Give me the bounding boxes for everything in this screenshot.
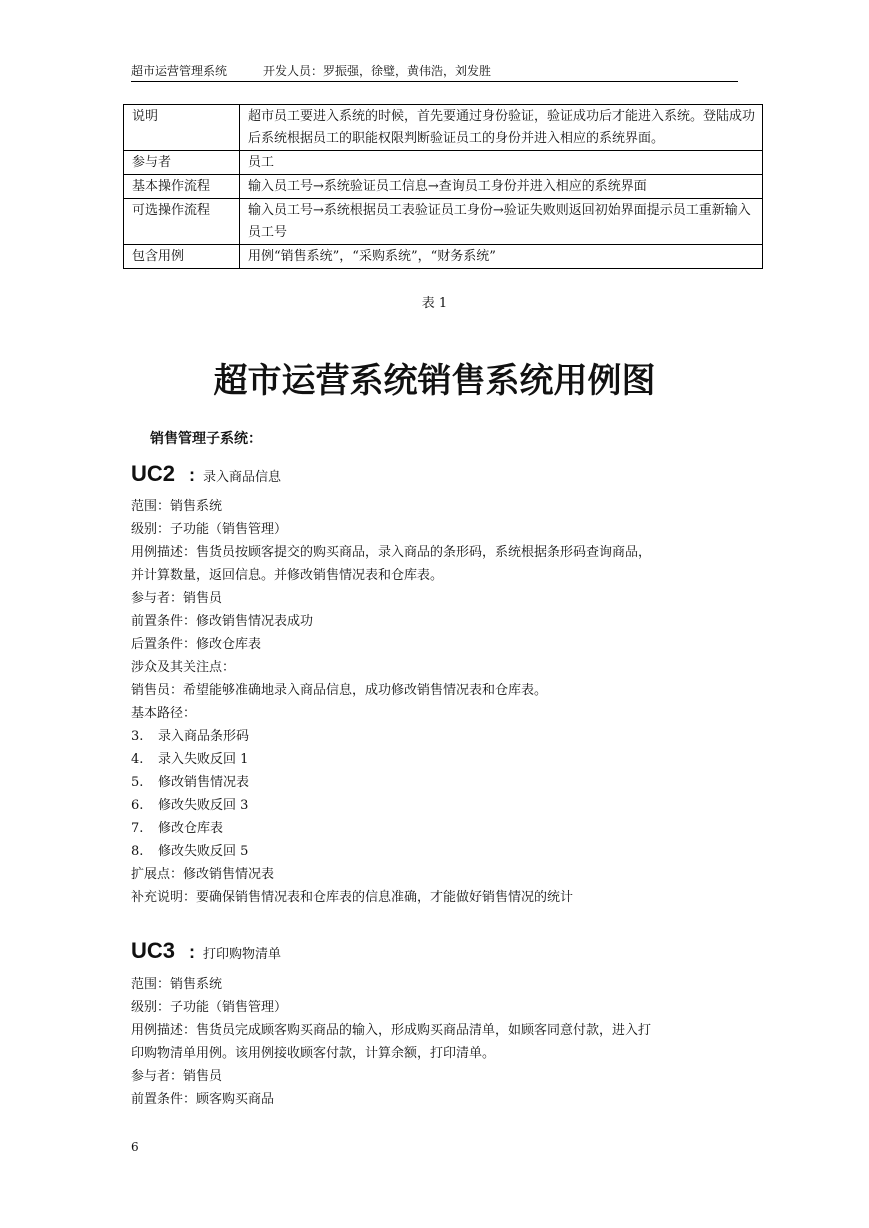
uc2-precondition: 前置条件：修改销售情况表成功 [131, 614, 314, 629]
uc2-postcondition: 后置条件：修改仓库表 [131, 637, 262, 652]
uc3-name: 打印购物清单 [203, 947, 282, 962]
table-key: 基本操作流程 [124, 175, 240, 199]
table-row [124, 105, 763, 151]
header-system-name: 超市运营管理系统 [131, 64, 228, 78]
table-row [124, 245, 763, 269]
uc2-actor: 参与者：销售员 [131, 591, 223, 606]
uc3-heading [131, 936, 281, 966]
list-item [131, 771, 751, 794]
table-value: 超市员工要进入系统的时候，首先要通过身份验证，验证成功后才能进入系统。登陆成功后系统根据员工的职能权限判断验证员工的身份并进入相应的系统界面。 [240, 105, 763, 151]
table-value: 用例“销售系统”，“采购系统”，“财务系统” [240, 245, 763, 269]
step-number: 8. [131, 844, 144, 859]
page-header [131, 61, 738, 82]
uc2-level: 级别：子功能（销售管理） [131, 522, 288, 537]
uc3-code: UC3 [131, 938, 176, 963]
list-item [131, 840, 751, 863]
uc3-precondition: 前置条件：顾客购买商品 [131, 1092, 275, 1107]
header-developers: 开发人员：罗振强，徐璧，黄伟浩，刘发胜 [263, 64, 492, 78]
page-number: 6 [131, 1140, 139, 1154]
step-text: 修改销售情况表 [158, 775, 250, 790]
uc2-extension: 扩展点：修改销售情况表 [131, 867, 275, 882]
use-case-table [123, 104, 763, 269]
list-item [131, 794, 751, 817]
step-number: 5. [131, 775, 144, 790]
subsystem-title: 销售管理子系统： [150, 431, 262, 447]
uc3-scope: 范围：销售系统 [131, 977, 223, 992]
uc2-code: UC2 [131, 461, 176, 486]
table-value: 员工 [240, 151, 763, 175]
table-value: 输入员工号→系统验证员工信息→查询员工身份并进入相应的系统界面 [240, 175, 763, 199]
table-row [124, 151, 763, 175]
list-item [131, 748, 751, 771]
table-key: 参与者 [124, 151, 240, 175]
table-row [124, 175, 763, 199]
uc3-level: 级别：子功能（销售管理） [131, 1000, 288, 1015]
uc2-basic-path-label: 基本路径： [131, 706, 197, 721]
step-text: 修改失败反回 5 [158, 844, 249, 859]
list-item [131, 817, 751, 840]
table-key: 可选操作流程 [124, 199, 240, 245]
uc2-stakeholder-seller: 销售员：希望能够准确地录入商品信息，成功修改销售情况表和仓库表。 [131, 683, 548, 698]
uc2-stakeholders-label: 涉众及其关注点： [131, 660, 236, 675]
uc2-body [131, 495, 751, 909]
section-title: 超市运营系统销售系统用例图 [213, 361, 656, 401]
table-key: 包含用例 [124, 245, 240, 269]
step-text: 录入失败反回 1 [158, 752, 249, 767]
step-text: 录入商品条形码 [158, 729, 250, 744]
uc3-description-line-2: 印购物清单用例。该用例接收顾客付款，计算余额，打印清单。 [131, 1046, 496, 1061]
uc2-description-line-2: 并计算数量，返回信息。并修改销售情况表和仓库表。 [131, 568, 444, 583]
uc2-scope: 范围：销售系统 [131, 499, 223, 514]
uc2-heading [131, 459, 281, 489]
uc2-colon: : [189, 465, 196, 485]
uc3-description-line-1: 用例描述：售货员完成顾客购买商品的输入，形成购买商品清单，如顾客同意付款，进入打 [131, 1023, 652, 1038]
table-value: 输入员工号→系统根据员工表验证员工身份→验证失败则返回初始界面提示员工重新输入员工号 [240, 199, 763, 245]
uc2-name: 录入商品信息 [203, 470, 282, 485]
step-text: 修改失败反回 3 [158, 798, 249, 813]
step-text: 修改仓库表 [158, 821, 224, 836]
step-number: 7. [131, 821, 144, 836]
step-number: 4. [131, 752, 144, 767]
uc3-actor: 参与者：销售员 [131, 1069, 223, 1084]
table-caption: 表 1 [421, 296, 448, 311]
uc2-note: 补充说明：要确保销售情况表和仓库表的信息准确，才能做好销售情况的统计 [131, 890, 574, 905]
uc3-colon: : [189, 942, 196, 962]
uc2-description-line-1: 用例描述：售货员按顾客提交的购买商品，录入商品的条形码，系统根据条形码查询商品， [131, 545, 652, 560]
table-key: 说明 [124, 105, 240, 151]
list-item [131, 725, 751, 748]
step-number: 6. [131, 798, 144, 813]
table-row [124, 199, 763, 245]
uc3-body [131, 973, 751, 1111]
step-number: 3. [131, 729, 144, 744]
